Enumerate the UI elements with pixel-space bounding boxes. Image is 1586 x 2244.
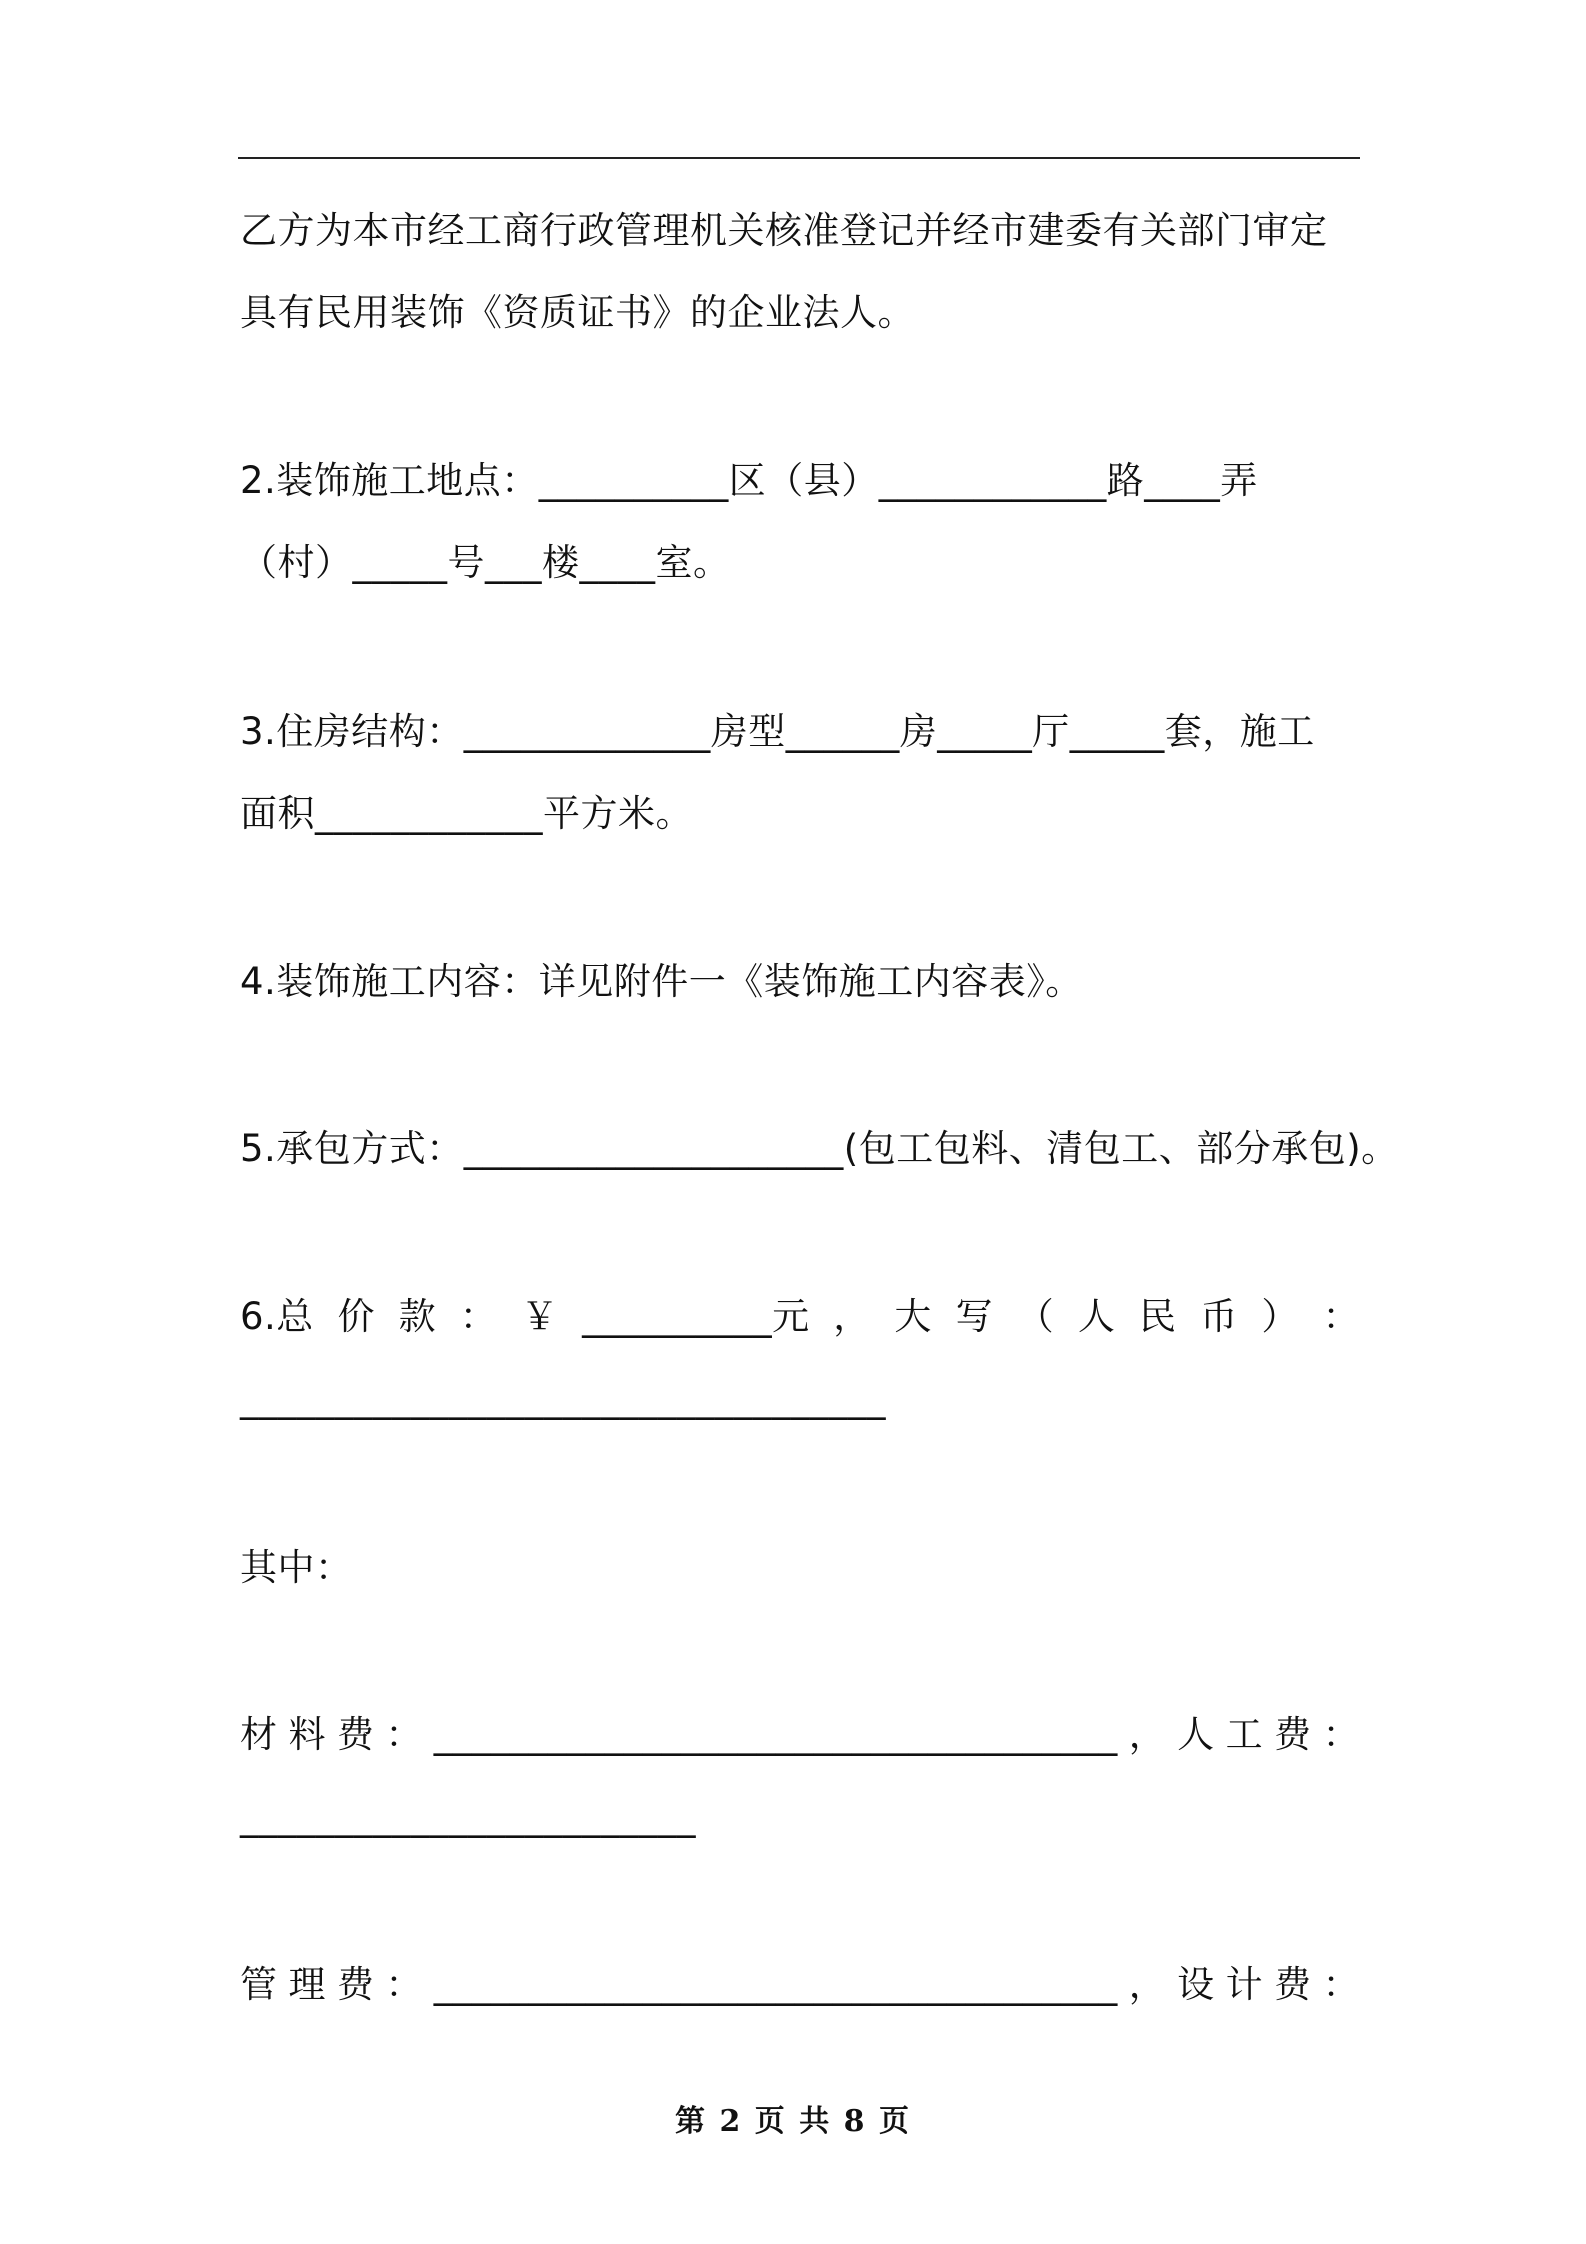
item6-part: 写 xyxy=(955,1295,994,1338)
fee1-part: ： xyxy=(1322,1713,1360,1756)
fee2-part: 费 xyxy=(336,1963,375,2006)
item6-part: ： xyxy=(1322,1295,1360,1338)
item6-line2: __________________________________ xyxy=(240,1377,886,1420)
fee2-part: 理 xyxy=(288,1963,326,2006)
fee2-part: ____________________________________ xyxy=(433,1963,1118,2006)
fee1-line2: ________________________ xyxy=(240,1795,696,1838)
item6-part: 6.总 xyxy=(240,1295,314,1338)
item6-part: 民 xyxy=(1139,1295,1177,1338)
fee2-part: 费 xyxy=(1274,1963,1312,2006)
fee2-line1 xyxy=(240,1960,1360,2010)
item6-part: （ xyxy=(1016,1295,1055,1338)
item6-part: 币 xyxy=(1200,1295,1238,1338)
item6-line1 xyxy=(240,1292,1360,1342)
item6-part: __________元 xyxy=(582,1295,810,1338)
fee1-part: ： xyxy=(385,1713,423,1756)
page-number: 第 2 页 共 8 页 xyxy=(675,2104,911,2139)
fee1-part: ， xyxy=(1128,1713,1167,1756)
item6-part: ， xyxy=(833,1295,871,1338)
fee1-part: ____________________________________ xyxy=(433,1713,1118,1756)
header-rule xyxy=(238,157,1360,159)
item2-line1: 2.装饰施工地点：__________区（县）____________路____弄 xyxy=(240,459,1258,502)
item6-part: 款 xyxy=(398,1295,437,1338)
para1-line2: 具有民用装饰《资质证书》的企业法人。 xyxy=(240,291,915,334)
item6-part: ） xyxy=(1261,1295,1299,1338)
item6-part: 价 xyxy=(337,1295,375,1338)
item5-line1: 5.承包方式：____________________(包工包料、清包工、部分承包)。 xyxy=(240,1127,1399,1170)
fee2-part: 管 xyxy=(240,1963,278,2006)
fee1-line1 xyxy=(240,1710,1360,1760)
fee2-part: 计 xyxy=(1225,1963,1264,2006)
fee2-part: ： xyxy=(1322,1963,1360,2006)
item3-line2: 面积____________平方米。 xyxy=(240,792,693,835)
fee2-part: ： xyxy=(385,1963,423,2006)
fee1-part: 工 xyxy=(1225,1713,1264,1756)
item2-line2: （村）_____号___楼____室。 xyxy=(240,541,731,584)
item3-line1: 3.住房结构：_____________房型______房_____厅_____套，施工 xyxy=(240,710,1315,753)
item6-part: 大 xyxy=(894,1295,932,1338)
item6-part: ￥ xyxy=(520,1295,559,1338)
fee1-part: 料 xyxy=(288,1713,326,1756)
item6-part: 人 xyxy=(1077,1295,1116,1338)
item6-part: ： xyxy=(459,1295,498,1338)
qizhong-label: 其中： xyxy=(240,1546,353,1589)
fee1-part: 人 xyxy=(1177,1713,1215,1756)
fee1-part: 费 xyxy=(1274,1713,1312,1756)
para1-line1: 乙方为本市经工商行政管理机关核准登记并经市建委有关部门审定 xyxy=(240,209,1328,252)
fee2-part: ， xyxy=(1128,1963,1167,2006)
fee1-part: 材 xyxy=(240,1713,278,1756)
fee1-part: 费 xyxy=(336,1713,375,1756)
fee2-part: 设 xyxy=(1177,1963,1215,2006)
item4-line1: 4.装饰施工内容：详见附件一《装饰施工内容表》。 xyxy=(240,960,1083,1003)
